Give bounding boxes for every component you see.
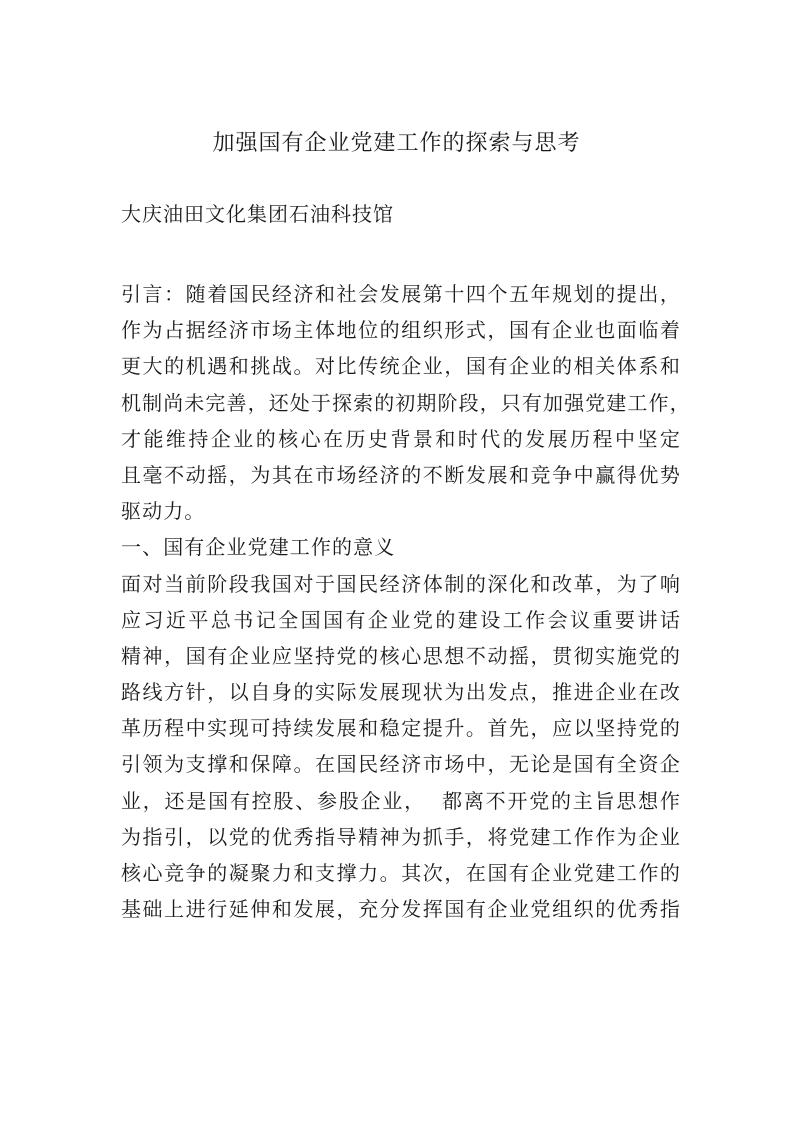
body-line: 精神，国有企业应坚持党的核心思想不动摇，贯彻实施党的 <box>121 643 681 668</box>
body-line: 引领为支撑和保障。在国民经济市场中，无论是国有全资企 <box>121 752 681 777</box>
body-line: 引言：随着国民经济和社会发展第十四个五年规划的提出， <box>121 282 681 306</box>
body-line: 业，还是国有控股、参股企业， 都离不开党的主旨思想作 <box>121 788 681 813</box>
body-line: 更大的机遇和挑战。对比传统企业，国有企业的相关体系和 <box>121 354 681 379</box>
body-line: 机制尚未完善，还处于探索的初期阶段，只有加强党建工作， <box>121 390 691 415</box>
document-author: 大庆油田文化集团石油科技馆 <box>121 202 394 226</box>
body-line: 驱动力。 <box>121 499 206 524</box>
section-heading: 一、国有企业党建工作的意义 <box>121 535 396 560</box>
body-line: 且毫不动摇，为其在市场经济的不断发展和竞争中赢得优势 <box>121 462 681 487</box>
body-line: 核心竞争的凝聚力和支撑力。其次，在国有企业党建工作的 <box>121 861 681 885</box>
document-body <box>121 276 691 927</box>
body-line: 革历程中实现可持续发展和稳定提升。首先，应以坚持党的 <box>121 716 681 741</box>
body-line: 应习近平总书记全国国有企业党的建设工作会议重要讲话 <box>121 607 681 632</box>
document-title: 加强国有企业党建工作的探索与思考 <box>212 131 581 156</box>
body-line: 作为占据经济市场主体地位的组织形式，国有企业也面临着 <box>121 318 681 343</box>
body-line: 基础上进行延伸和发展，充分发挥国有企业党组织的优秀指 <box>121 897 681 922</box>
body-line: 才能维持企业的核心在历史背景和时代的发展历程中坚定 <box>121 426 681 451</box>
body-line: 面对当前阶段我国对于国民经济体制的深化和改革，为了响 <box>121 571 681 596</box>
body-line: 路线方针，以自身的实际发展现状为出发点，推进企业在改 <box>121 680 681 705</box>
body-line: 为指引，以党的优秀指导精神为抓手，将党建工作作为企业 <box>121 824 681 849</box>
